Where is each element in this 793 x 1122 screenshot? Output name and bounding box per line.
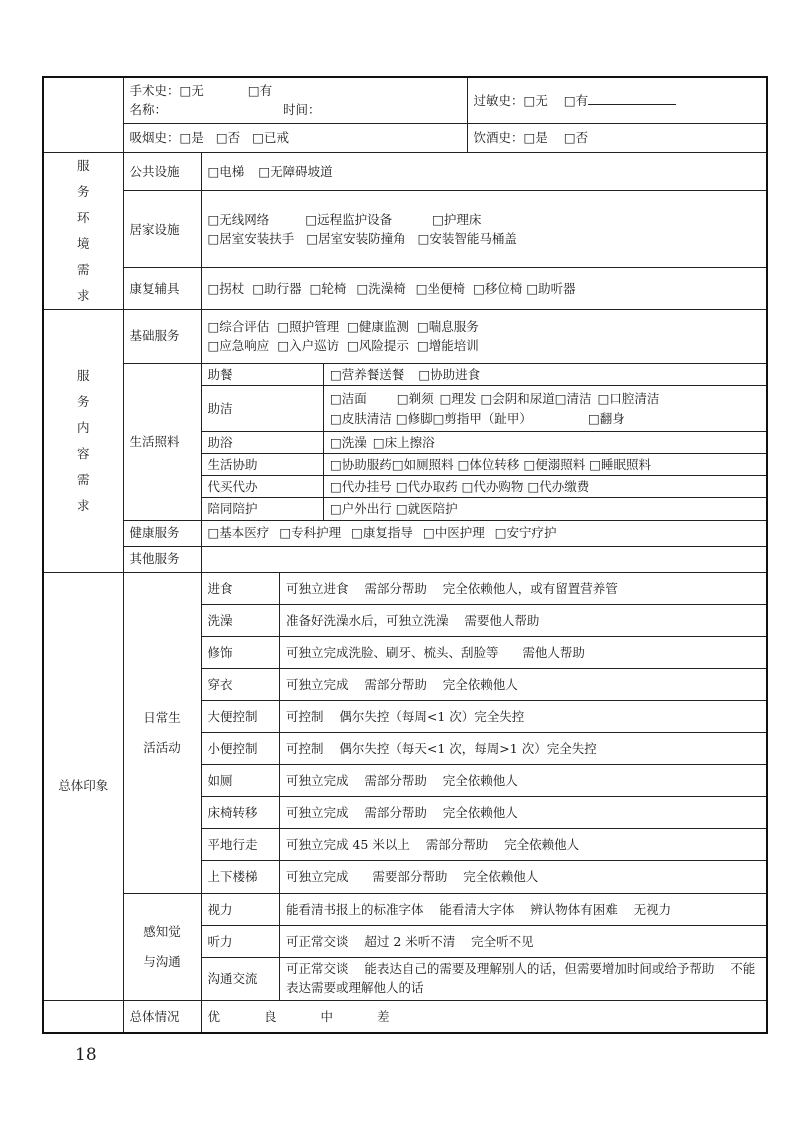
adl-row xyxy=(202,701,767,733)
adl-label-line1: 日常生 xyxy=(143,709,181,725)
env-char-3: 环 xyxy=(76,209,90,225)
page-number: 18 xyxy=(75,1045,97,1065)
clean-checkbox[interactable]: □清洁 xyxy=(554,391,592,407)
sense-comm-label xyxy=(123,893,201,1000)
adl-subtable xyxy=(202,573,767,893)
smoking-quit-checkbox[interactable]: □已戒 xyxy=(252,129,289,145)
general-condition-label: 总体情况 xyxy=(123,1000,201,1033)
meal-options xyxy=(324,364,767,386)
allergy-no-checkbox[interactable]: □无 xyxy=(523,92,548,108)
face-clean-checkbox[interactable]: □洁面 xyxy=(330,391,367,407)
errands-label: 代买代办 xyxy=(202,476,324,498)
home-visit-checkbox[interactable]: □入户巡访 xyxy=(277,338,340,353)
perineal-checkbox[interactable]: □会阴和尿道 xyxy=(480,391,555,407)
content-char-1: 服 xyxy=(76,367,90,383)
walker-checkbox[interactable]: □助行器 xyxy=(252,280,302,296)
env-char-4: 境 xyxy=(76,235,90,251)
surgery-label: 手术史： xyxy=(129,82,180,98)
drinking-no-checkbox[interactable]: □否 xyxy=(563,129,589,145)
surgery-no-checkbox[interactable]: □无 xyxy=(179,82,204,98)
history-section-cell xyxy=(43,77,123,152)
allergy-detail-line[interactable] xyxy=(588,93,676,105)
env-char-5: 需 xyxy=(76,261,90,277)
turn-over-checkbox[interactable]: □翻身 xyxy=(587,410,625,426)
daily-care-label: 生活照料 xyxy=(123,363,201,520)
shower-checkbox[interactable]: □洗澡 xyxy=(330,434,367,450)
content-char-3: 内 xyxy=(76,419,90,435)
adl-item-options[interactable]: 可控制 偶尔失控（每天<1 次，每周>1 次）完全失控 xyxy=(280,733,767,765)
adl-item-options[interactable]: 可独立完成 需部分帮助 完全依赖他人 xyxy=(280,797,767,829)
bathing-label: 助浴 xyxy=(202,432,324,454)
grade-good[interactable]: 良 xyxy=(264,1008,277,1024)
cane-checkbox[interactable]: □拐杖 xyxy=(207,280,245,296)
care-management-checkbox[interactable]: □照护管理 xyxy=(277,318,340,334)
communication-label: 沟通交流 xyxy=(202,958,280,1000)
bathing-options xyxy=(324,432,767,454)
risk-alert-checkbox[interactable]: □风险提示 xyxy=(347,338,409,353)
shave-checkbox[interactable]: □剃须 xyxy=(396,391,434,407)
hearing-label: 听力 xyxy=(202,926,280,958)
adl-row xyxy=(202,829,767,861)
adl-row xyxy=(202,861,767,893)
life-assist-row xyxy=(202,454,767,476)
rehab-guide-checkbox[interactable]: □康复指导 xyxy=(351,525,413,541)
oral-clean-checkbox[interactable]: □口腔清洁 xyxy=(597,391,660,407)
env-char-2: 务 xyxy=(76,183,90,199)
adl-row xyxy=(202,669,767,701)
emergency-checkbox[interactable]: □应急响应 xyxy=(207,338,270,353)
respite-checkbox[interactable]: □喘息服务 xyxy=(416,318,479,334)
transfer-chair-checkbox[interactable]: □移位椅 xyxy=(473,280,523,296)
content-char-2: 务 xyxy=(76,393,90,409)
smoking-no-checkbox[interactable]: □否 xyxy=(215,129,241,145)
smoking-label: 吸烟史： xyxy=(129,129,180,145)
life-assist-label: 生活协助 xyxy=(202,454,324,476)
other-services-field[interactable] xyxy=(201,546,767,572)
other-services-row xyxy=(43,546,767,572)
surgery-time-label: 时间： xyxy=(283,102,321,118)
wheelchair-checkbox[interactable]: □轮椅 xyxy=(309,280,347,296)
content-char-4: 容 xyxy=(76,445,90,461)
errands-row xyxy=(202,476,767,498)
hearing-row xyxy=(202,926,767,958)
vision-options[interactable]: 能看清书报上的标准字体 能看清大字体 辨认物体有困难 无视力 xyxy=(280,894,767,926)
allergy-label: 过敏史： xyxy=(473,92,524,108)
adl-item-options[interactable]: 可独立进食 需部分帮助 完全依赖他人，或有留置营养管 xyxy=(280,573,767,605)
hearing-options[interactable]: 可正常交谈 超过 2 米听不清 完全听不见 xyxy=(280,926,767,958)
adl-row xyxy=(202,797,767,829)
skin-clean-checkbox[interactable]: □皮肤清洁 xyxy=(330,410,392,426)
adl-row xyxy=(202,637,767,669)
wifi-checkbox[interactable]: □无线网络 xyxy=(207,211,270,227)
overall-impression-label: 总体印象 xyxy=(43,572,123,1000)
medication-checkbox[interactable]: □协助服药 xyxy=(330,456,392,472)
basic-services-label: 基础服务 xyxy=(123,309,201,363)
toileting-care-checkbox[interactable]: □如厕照料 xyxy=(391,456,454,472)
adl-item-label: 小便控制 xyxy=(202,733,280,765)
assessment-checkbox[interactable]: □综合评估 xyxy=(207,318,270,334)
vision-label: 视力 xyxy=(202,894,280,926)
communication-options[interactable]: 可正常交谈 能表达自己的需要及理解别人的话，但需要增加时间或给予帮助 不能表达需要或理解他人的话 xyxy=(286,961,756,995)
drinking-label: 饮酒史： xyxy=(473,129,524,145)
assessment-form-page xyxy=(42,76,766,1034)
adl-item-options[interactable]: 可独立完成 需部分帮助 完全依赖他人 xyxy=(280,669,767,701)
adl-label xyxy=(123,572,201,893)
daily-care-row xyxy=(43,363,767,520)
rehab-aids-options xyxy=(201,268,767,309)
general-condition-row xyxy=(43,1000,767,1033)
content-char-5: 需 xyxy=(76,471,90,487)
env-char-1: 服 xyxy=(76,157,90,173)
basic-services-options xyxy=(201,309,767,363)
sense-subtable xyxy=(202,894,767,1000)
adl-row xyxy=(202,765,767,797)
env-needs-section-label xyxy=(43,152,123,309)
escort-label: 陪同陪护 xyxy=(202,498,324,520)
assessment-table xyxy=(42,76,768,1034)
daily-care-subtable xyxy=(202,364,767,520)
sense-label-line1: 感知觉 xyxy=(143,923,181,939)
adl-label-line2: 活活动 xyxy=(143,739,181,755)
adl-item-options[interactable]: 可控制 偶尔失控（每周<1 次）完全失控 xyxy=(280,701,767,733)
adl-item-label: 上下楼梯 xyxy=(202,861,280,893)
pedicure-checkbox[interactable]: □修脚 xyxy=(395,410,433,426)
care-bed-checkbox[interactable]: □护理床 xyxy=(432,211,482,227)
anti-collision-checkbox[interactable]: □居室安装防撞角 xyxy=(306,231,406,247)
adl-item-label: 如厕 xyxy=(202,765,280,797)
adl-row xyxy=(202,733,767,765)
home-facilities-label: 居家设施 xyxy=(123,191,201,268)
position-transfer-checkbox[interactable]: □体位转移 xyxy=(457,456,520,472)
other-services-label: 其他服务 xyxy=(123,546,201,572)
registration-checkbox[interactable]: □代办挂号 xyxy=(330,478,392,494)
adl-item-label: 平地行走 xyxy=(202,829,280,861)
meal-delivery-checkbox[interactable]: □营养餐送餐 xyxy=(330,366,405,382)
health-services-row xyxy=(43,520,767,546)
allergy-yes-checkbox[interactable]: □有 xyxy=(563,92,589,108)
allergy-history-cell xyxy=(467,77,767,123)
tcm-nursing-checkbox[interactable]: □中医护理 xyxy=(422,525,485,541)
adl-item-options[interactable]: 可独立完成洗脸、刷牙、梳头、刮脸等 需他人帮助 xyxy=(280,637,767,669)
hospice-checkbox[interactable]: □安宁疗护 xyxy=(494,525,557,541)
sense-subtable-cell xyxy=(201,893,767,1000)
adl-item-options[interactable]: 准备好洗澡水后，可独立洗澡 需要他人帮助 xyxy=(280,605,767,637)
adl-item-label: 床椅转移 xyxy=(202,797,280,829)
haircut-checkbox[interactable]: □理发 xyxy=(439,391,477,407)
general-blank-cell xyxy=(43,1000,123,1033)
adl-item-label: 大便控制 xyxy=(202,701,280,733)
public-facilities-label: 公共设施 xyxy=(123,152,201,191)
specialty-nursing-checkbox[interactable]: □专科护理 xyxy=(279,525,342,541)
outing-checkbox[interactable]: □户外出行 xyxy=(330,501,392,517)
home-facilities-row xyxy=(43,191,767,268)
cleaning-options xyxy=(324,386,767,432)
health-monitor-checkbox[interactable]: □健康监测 xyxy=(347,318,409,334)
adl-item-options[interactable]: 可独立完成 需要部分帮助 完全依赖他人 xyxy=(286,869,539,885)
public-facilities-row xyxy=(43,152,767,191)
content-char-6: 求 xyxy=(76,497,90,513)
adl-item-label: 洗澡 xyxy=(202,605,280,637)
meal-label: 助餐 xyxy=(202,364,324,386)
training-checkbox[interactable]: □增能培训 xyxy=(416,338,479,353)
grade-fair[interactable]: 中 xyxy=(320,1008,334,1024)
adl-item-options[interactable]: 可独立完成 45 米以上 需部分帮助 完全依赖他人 xyxy=(280,829,767,861)
adl-subtable-cell xyxy=(201,572,767,893)
barrier-free-ramp-checkbox[interactable]: □无障碍坡道 xyxy=(258,163,333,179)
handrail-checkbox[interactable]: □居室安装扶手 xyxy=(207,231,295,247)
adl-item-label: 进食 xyxy=(202,573,280,605)
hospital-escort-checkbox[interactable]: □就医陪护 xyxy=(395,501,458,517)
health-services-options xyxy=(201,520,767,546)
surgery-history-cell xyxy=(123,77,467,123)
bed-bath-checkbox[interactable]: □床上擦浴 xyxy=(372,434,435,450)
grade-excellent[interactable]: 优 xyxy=(207,1008,221,1024)
sense-label-line2: 与沟通 xyxy=(143,953,181,969)
adl-row xyxy=(202,573,767,605)
meal-row xyxy=(202,364,767,386)
remote-monitor-checkbox[interactable]: □远程监护设备 xyxy=(305,211,393,227)
general-condition-options xyxy=(201,1000,767,1033)
sleep-care-checkbox[interactable]: □睡眠照料 xyxy=(589,456,652,472)
cleaning-row xyxy=(202,386,767,432)
pick-medicine-checkbox[interactable]: □代办取药 xyxy=(395,478,458,494)
drinking-cell xyxy=(467,123,767,152)
daily-care-subtable-cell xyxy=(201,363,767,520)
surgery-allergy-row xyxy=(43,77,767,123)
hearing-aid-checkbox[interactable]: □助听器 xyxy=(526,280,576,296)
public-facilities-options xyxy=(201,152,767,191)
nail-trim-checkbox[interactable]: □剪指甲（趾甲） xyxy=(432,410,532,426)
adl-item-label: 修饰 xyxy=(202,637,280,669)
incontinence-care-checkbox[interactable]: □便溺照料 xyxy=(523,456,586,472)
adl-item-label: 穿衣 xyxy=(202,669,280,701)
feeding-assist-checkbox[interactable]: □协助进食 xyxy=(418,366,481,382)
adl-item-options[interactable]: 可独立完成 需部分帮助 完全依赖他人 xyxy=(280,765,767,797)
smoking-yes-checkbox[interactable]: □是 xyxy=(179,129,204,145)
cleaning-label: 助洁 xyxy=(202,386,324,432)
overall-impression-row xyxy=(43,572,767,893)
smoking-cell xyxy=(123,123,467,152)
drinking-yes-checkbox[interactable]: □是 xyxy=(523,129,548,145)
smart-toilet-checkbox[interactable]: □安装智能马桶盖 xyxy=(417,231,517,247)
health-services-label: 健康服务 xyxy=(123,520,201,546)
life-assist-options xyxy=(324,454,767,476)
sense-comm-row xyxy=(43,893,767,1000)
shopping-checkbox[interactable]: □代办购物 xyxy=(461,478,524,494)
bill-payment-checkbox[interactable]: □代办缴费 xyxy=(527,478,590,494)
bathing-row xyxy=(202,432,767,454)
basic-medical-checkbox[interactable]: □基本医疗 xyxy=(207,525,270,541)
surgery-yes-checkbox[interactable]: □有 xyxy=(247,82,273,98)
escort-options xyxy=(324,498,767,520)
commode-chair-checkbox[interactable]: □坐便椅 xyxy=(415,280,466,296)
grade-poor[interactable]: 差 xyxy=(377,1008,390,1024)
shower-chair-checkbox[interactable]: □洗澡椅 xyxy=(356,280,406,296)
adl-row xyxy=(202,605,767,637)
elevator-checkbox[interactable]: □电梯 xyxy=(207,163,245,179)
home-facilities-options xyxy=(201,191,767,268)
content-needs-section-label xyxy=(43,309,123,572)
basic-services-row xyxy=(43,309,767,363)
rehab-aids-row xyxy=(43,268,767,309)
errands-options xyxy=(324,476,767,498)
communication-row xyxy=(202,958,767,1000)
rehab-aids-label: 康复辅具 xyxy=(123,268,201,309)
surgery-name-label: 名称： xyxy=(129,102,168,118)
escort-row xyxy=(202,498,767,520)
env-char-6: 求 xyxy=(76,287,90,303)
smoking-drinking-row xyxy=(43,123,767,152)
vision-row xyxy=(202,894,767,926)
